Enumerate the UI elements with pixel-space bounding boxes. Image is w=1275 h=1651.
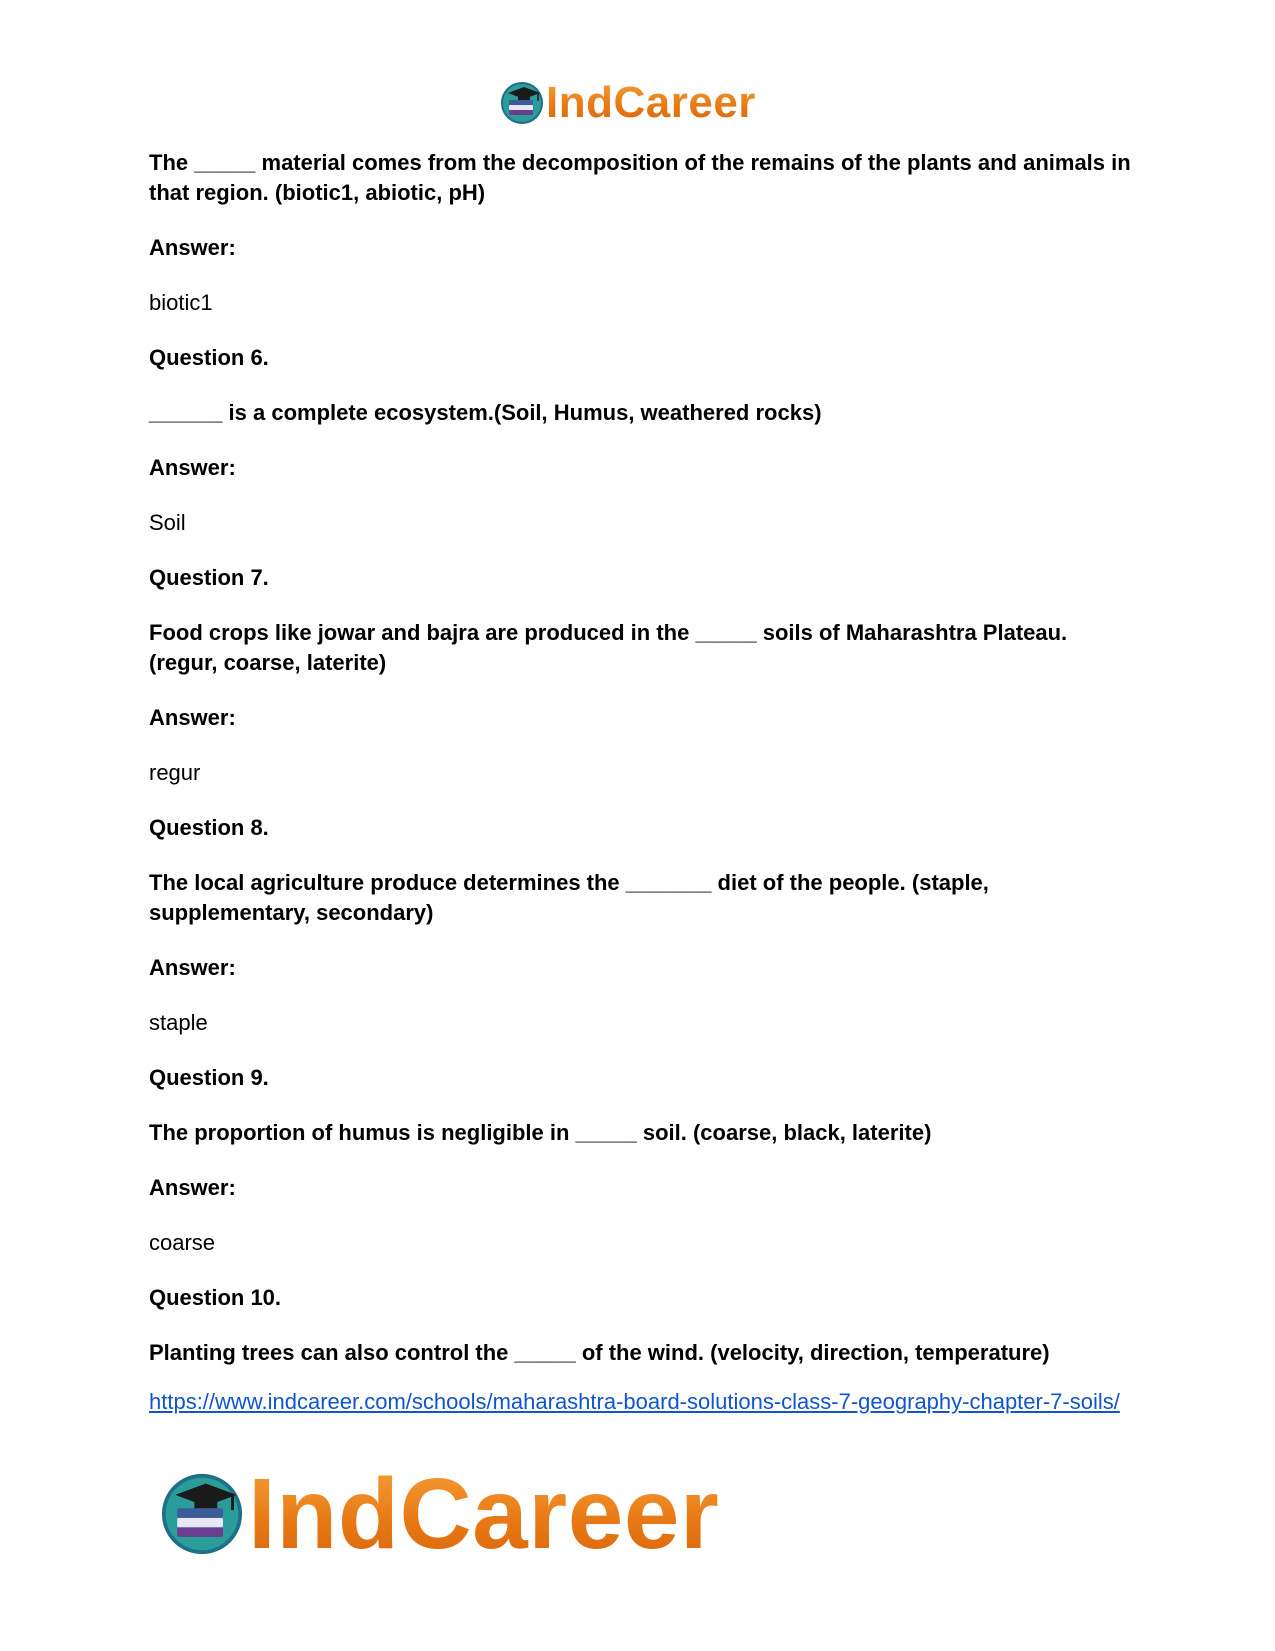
question-7-label: Question 7. <box>149 565 269 590</box>
question-7-text: Food crops like jowar and bajra are produced in the _____ soils of Maharashtra Plateau. (regur, coarse, laterite) <box>149 620 1068 675</box>
question-10-text: Planting trees can also control the _____ of the wind. (velocity, direction, temperature) <box>149 1340 1050 1365</box>
answer-label: Answer: <box>149 235 236 260</box>
graduation-cap-book-icon <box>160 1472 244 1556</box>
question-9-label: Question 9. <box>149 1065 269 1090</box>
answer-label: Answer: <box>149 455 236 480</box>
graduation-cap-book-icon <box>500 81 544 125</box>
answer-label: Answer: <box>149 705 236 730</box>
answer-text: biotic1 <box>149 290 213 315</box>
brand-name: IndCareer <box>546 78 756 127</box>
question-6-text: ______ is a complete ecosystem.(Soil, Humus, weathered rocks) <box>149 400 822 425</box>
question-6-label: Question 6. <box>149 345 269 370</box>
question-8-text: The local agriculture produce determines the _______ diet of the people. (staple, supplementary, secondary) <box>149 870 989 925</box>
question-10-label: Question 10. <box>149 1285 282 1310</box>
answer-text: regur <box>149 760 201 785</box>
footer-logo <box>160 1460 719 1568</box>
answer-label: Answer: <box>149 955 236 980</box>
brand-name: IndCareer <box>248 1458 720 1570</box>
answer-text: Soil <box>149 510 186 535</box>
question-5-text: The _____ material comes from the decomposition of the remains of the plants and animals in that region. (biotic1, abiotic, pH) <box>149 150 1131 205</box>
source-link[interactable]: https://www.indcareer.com/schools/maharashtra-board-solutions-class-7-geography-chapter-7-soils/ <box>149 1389 1120 1414</box>
question-9-text: The proportion of humus is negligible in _____ soil. (coarse, black, laterite) <box>149 1120 932 1145</box>
answer-label: Answer: <box>149 1175 236 1200</box>
document-body <box>149 148 1139 1368</box>
answer-text: coarse <box>149 1230 216 1255</box>
answer-text: staple <box>149 1010 208 1035</box>
header-logo <box>500 78 756 128</box>
question-8-label: Question 8. <box>149 815 269 840</box>
